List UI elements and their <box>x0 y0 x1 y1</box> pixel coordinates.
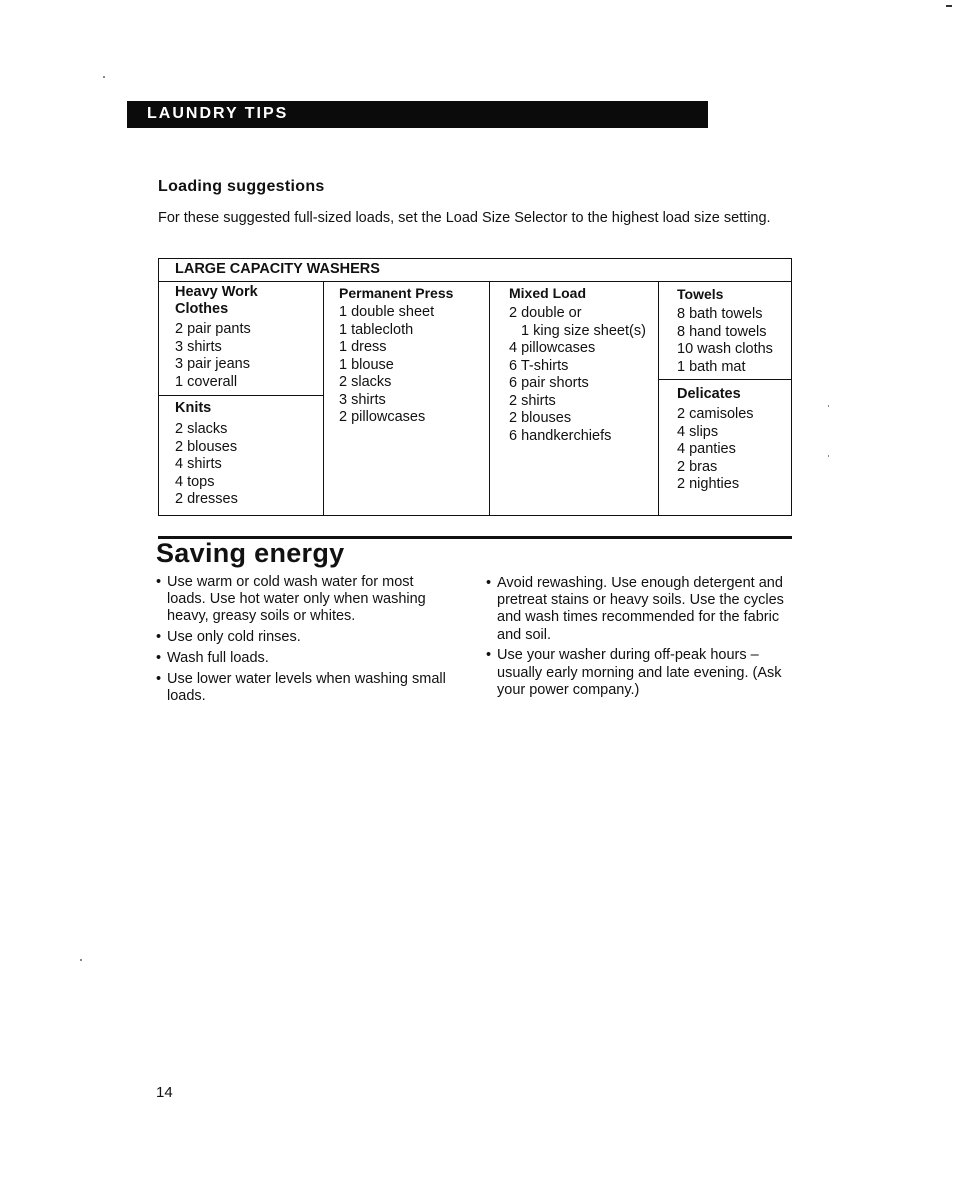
bullet-icon: • <box>156 649 162 666</box>
bullet-item <box>486 647 792 699</box>
heavy-work-heading-line: Heavy Work <box>175 284 258 300</box>
list-item: 4 tops <box>175 473 215 490</box>
list-item: 4 panties <box>677 441 736 457</box>
list-item: 8 hand towels <box>677 323 767 340</box>
column-divider <box>489 281 490 515</box>
list-item: 2 slacks <box>339 374 392 390</box>
bullet-text: Use warm or cold wash water for most loads. Use hot water only when washing heavy, greasy soils or whites. <box>167 574 426 625</box>
bullet-icon: • <box>156 574 162 590</box>
list-item: 6 handkerchiefs <box>509 427 612 444</box>
list-item: 2 nighties <box>677 476 740 492</box>
list-item: 3 shirts <box>339 391 386 408</box>
knits-cell <box>175 400 238 509</box>
list-item: 1 dress <box>339 339 387 355</box>
scan-speck <box>103 76 105 78</box>
bullet-icon: • <box>486 647 492 664</box>
list-item: 6 pair shorts <box>509 375 589 391</box>
section-banner <box>127 101 708 128</box>
list-item: 1 double sheet <box>339 304 435 320</box>
column-divider <box>658 281 659 515</box>
list-item: 2 camisoles <box>677 406 754 422</box>
bullet-text: Avoid rewashing. Use enough detergent and pretreat stains or heavy soils. Use the cycles and wash times recommended for the fabric and soil. <box>497 575 784 643</box>
list-item: 4 shirts <box>175 456 222 472</box>
heavy-work-list <box>175 321 258 391</box>
scan-speck <box>946 5 952 7</box>
table-title: LARGE CAPACITY WASHERS <box>175 261 380 277</box>
towels-cell <box>677 286 773 376</box>
page-number: 14 <box>156 1084 173 1101</box>
heavy-work-heading <box>175 284 258 318</box>
large-capacity-washers-table <box>158 258 792 516</box>
permanent-press-heading: Permanent Press <box>339 285 454 301</box>
towels-delicates-divider <box>658 379 792 380</box>
list-item: 10 wash cloths <box>677 341 773 357</box>
list-item: 1 coverall <box>175 373 238 390</box>
scan-speck <box>828 455 829 457</box>
loading-suggestions-heading: Loading suggestions <box>158 178 325 195</box>
column-divider <box>323 281 324 515</box>
heavy-work-cell <box>175 284 258 391</box>
list-item: 1 king size sheet(s) <box>521 322 646 339</box>
saving-energy-heading: Saving energy <box>156 538 345 568</box>
delicates-cell <box>677 386 754 494</box>
loading-intro-text: For these suggested full-sized loads, set the Load Size Selector to the highest load size setting. <box>158 210 771 226</box>
heavy-knits-divider <box>159 395 324 396</box>
table-header-divider <box>159 281 791 282</box>
list-item: 2 blouses <box>509 410 572 426</box>
list-item: 2 dresses <box>175 491 238 507</box>
list-item: 1 tablecloth <box>339 321 414 338</box>
permanent-press-list <box>339 304 453 427</box>
bullet-item <box>156 671 456 705</box>
list-item: 2 pillowcases <box>339 409 426 425</box>
list-item: 2 shirts <box>509 392 556 409</box>
saving-left-column <box>156 574 456 708</box>
bullet-item <box>156 650 456 667</box>
bullet-item <box>486 575 792 644</box>
mixed-load-heading: Mixed Load <box>509 285 587 301</box>
list-item: 1 bath mat <box>677 358 746 375</box>
permanent-press-cell <box>339 285 453 427</box>
bullet-text: Use only cold rinses. <box>167 629 301 646</box>
list-item: 3 pair jeans <box>175 356 250 372</box>
list-item: 2 slacks <box>175 421 228 437</box>
delicates-heading: Delicates <box>677 386 741 402</box>
list-item: 2 double or <box>509 305 582 321</box>
bullet-icon: • <box>156 629 162 646</box>
heavy-work-heading-line: Clothes <box>175 301 229 317</box>
list-item: 2 pair pants <box>175 321 251 337</box>
knits-heading: Knits <box>175 400 212 416</box>
mixed-load-cell <box>509 285 646 445</box>
scan-speck <box>80 959 82 961</box>
bullet-icon: • <box>486 575 492 591</box>
knits-list <box>175 421 238 509</box>
bullet-item <box>156 574 456 626</box>
mixed-load-list <box>509 305 646 445</box>
delicates-list <box>677 406 754 494</box>
list-item: 2 bras <box>677 458 718 475</box>
list-item: 4 pillowcases <box>509 340 596 356</box>
towels-heading: Towels <box>677 286 724 302</box>
list-item: 3 shirts <box>175 338 222 355</box>
towels-list <box>677 306 773 376</box>
bullet-text: Wash full loads. <box>167 649 269 666</box>
banner-title: LAUNDRY TIPS <box>147 105 289 122</box>
list-item: 2 blouses <box>175 438 238 455</box>
list-item: 8 bath towels <box>677 306 763 322</box>
list-item: 1 blouse <box>339 356 394 373</box>
bullet-text: Use lower water levels when washing small loads. <box>167 670 446 704</box>
bullet-text: Use your washer during off-peak hours – usually early morning and late evening. (Ask your power company.) <box>497 647 782 698</box>
list-item: 6 T-shirts <box>509 357 569 374</box>
bullet-item <box>156 629 456 646</box>
scan-speck <box>828 405 829 407</box>
saving-right-column <box>486 575 792 702</box>
list-item: 4 slips <box>677 423 719 440</box>
bullet-icon: • <box>156 670 162 687</box>
